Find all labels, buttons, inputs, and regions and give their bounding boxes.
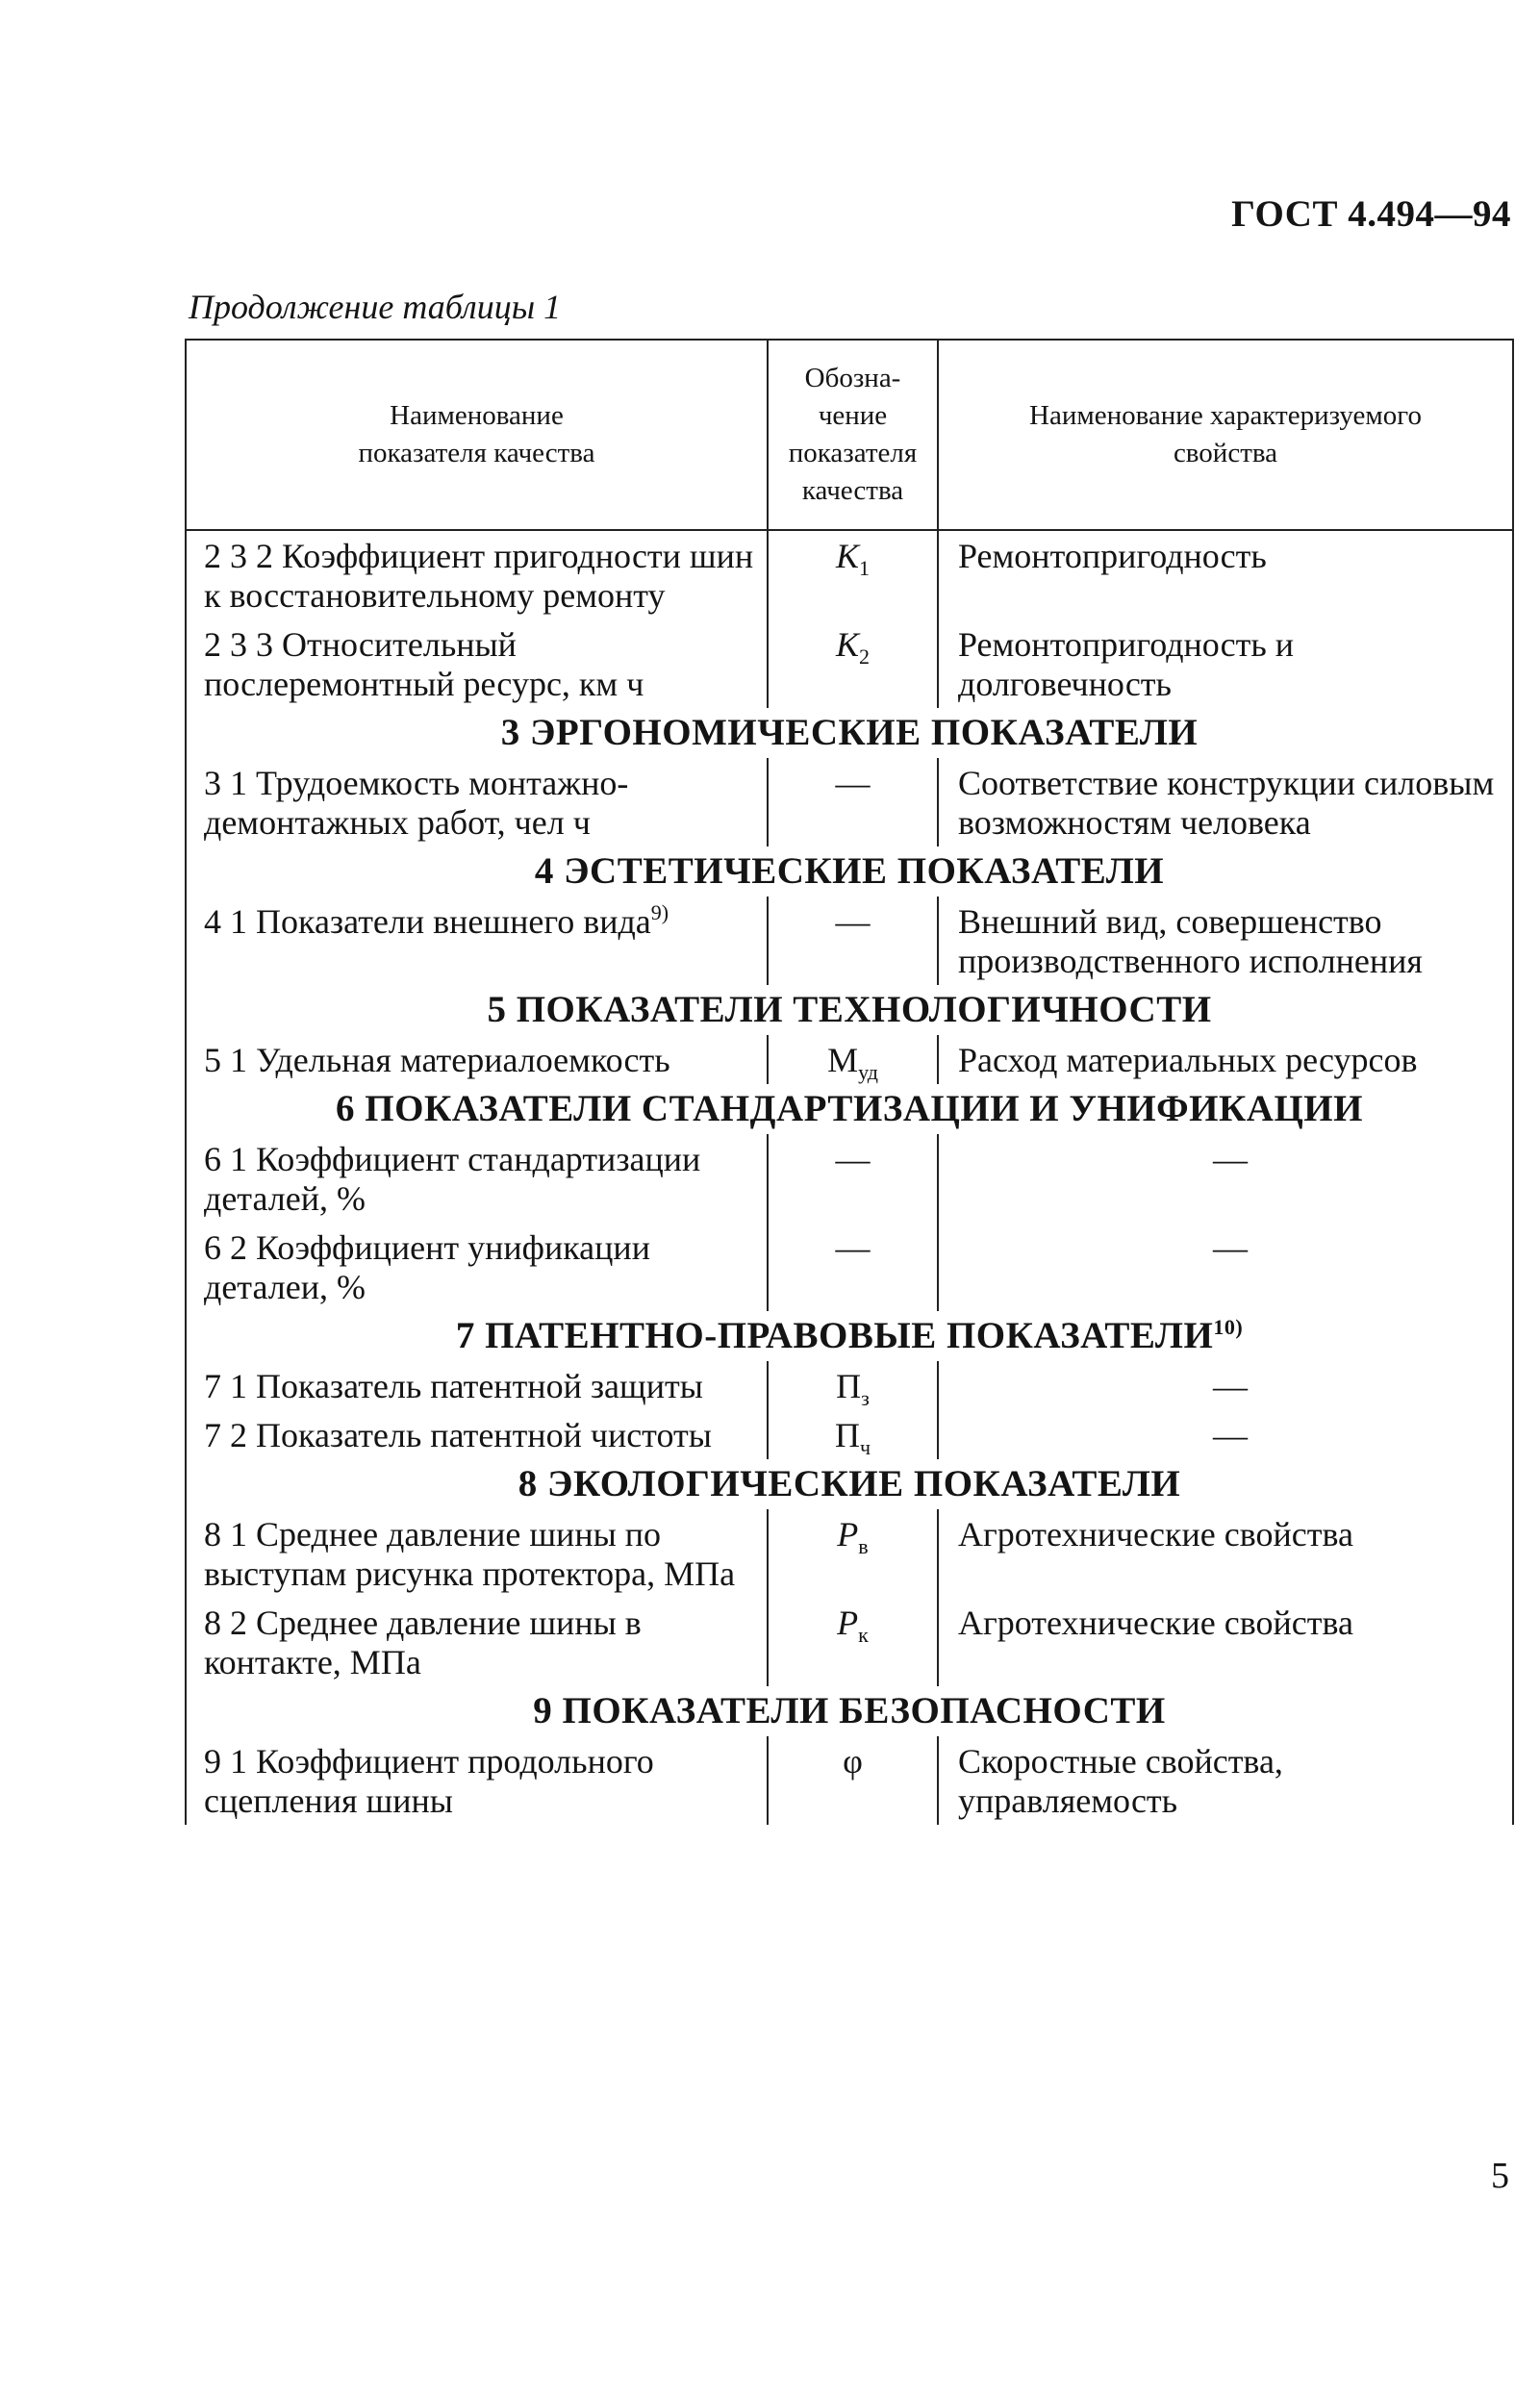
section-heading-row (186, 708, 1513, 758)
indicator-symbol: — (835, 902, 871, 941)
indicator-symbol: K (835, 625, 859, 664)
section-heading (186, 708, 1513, 758)
header-line: Обозна- (804, 363, 901, 393)
property-name: Скоростные свойства, управляемость (958, 1742, 1283, 1820)
property-name: Внешний вид, совершенство производственного исполнения (958, 902, 1423, 980)
quality-indicators-table (185, 339, 1514, 1825)
indicator-name: 2 3 3 Относительный послеремонтный ресурс, км ч (204, 625, 644, 703)
header-line: Наименование (390, 400, 564, 431)
header-line: чение (818, 400, 888, 431)
indicator-name: 8 1 Среднее давление шины по выступам рисунка протектора, МПа (204, 1515, 736, 1593)
indicator-name: 6 2 Коэффициент унификации деталеи, % (204, 1228, 650, 1306)
property-name-cell (938, 1598, 1513, 1686)
footnote-ref: 9) (650, 900, 669, 924)
property-name: Расход материальных ресурсов (958, 1041, 1418, 1079)
section-heading-row (186, 985, 1513, 1035)
indicator-symbol-cell (768, 530, 938, 619)
indicator-symbol: P (837, 1604, 859, 1642)
property-name: Агротехнические свойства (958, 1604, 1353, 1642)
indicator-name: 9 1 Коэффициент продольного сцепления шины (204, 1742, 654, 1820)
property-name-cell (938, 758, 1513, 846)
indicator-name: 2 3 2 Коэффициент пригодности шин к восстановительному ремонту (204, 537, 754, 615)
indicator-name-cell (186, 1134, 768, 1223)
header-indicator-name (186, 340, 768, 530)
indicator-symbol-cell (768, 1598, 938, 1686)
property-name: Ремонтопригодность (958, 537, 1267, 575)
indicator-name: 4 1 Показатели внешнего вида (204, 902, 651, 941)
table-header-row (186, 340, 1513, 530)
indicator-symbol: — (835, 1140, 871, 1178)
table-row (186, 758, 1513, 846)
section-title: 7 ПАТЕНТНО-ПРАВОВЫЕ ПОКАЗАТЕЛИ (455, 1315, 1214, 1356)
property-name-cell (938, 897, 1513, 985)
indicator-symbol-cell (768, 1410, 938, 1459)
property-name-cell (938, 1223, 1513, 1311)
footnote-ref: 10) (1213, 1315, 1244, 1339)
section-title: 5 ПОКАЗАТЕЛИ ТЕХНОЛОГИЧНОСТИ (487, 989, 1212, 1030)
property-name: Агротехнические свойства (958, 1515, 1353, 1554)
section-heading (186, 1311, 1513, 1361)
indicator-symbol-subscript: к (858, 1623, 869, 1647)
indicator-name-cell (186, 1035, 768, 1084)
indicator-symbol: φ (843, 1742, 863, 1781)
property-name: Соответствие конструкции силовым возможностям человека (958, 764, 1495, 842)
property-name-cell (938, 530, 1513, 619)
indicator-symbol-subscript: з (861, 1386, 870, 1410)
indicator-name: 7 1 Показатель патентной защиты (204, 1367, 703, 1405)
section-heading-row (186, 1686, 1513, 1736)
indicator-name: 6 1 Коэффициент стандартизации деталей, % (204, 1140, 701, 1218)
property-name: Ремонтопригодность и долговечность (958, 625, 1295, 703)
table-caption: Продолжение таблицы 1 (189, 288, 562, 326)
header-line: свойства (1173, 438, 1278, 468)
section-heading-row (186, 846, 1513, 897)
table-row (186, 1598, 1513, 1686)
header-line: показателя (788, 438, 918, 468)
indicator-name-cell (186, 758, 768, 846)
section-heading-row (186, 1084, 1513, 1134)
section-heading (186, 846, 1513, 897)
indicator-symbol-cell (768, 1134, 938, 1223)
indicator-symbol-cell (768, 1509, 938, 1598)
indicator-name: 3 1 Трудоемкость монтажно-демонтажных работ, чел ч (204, 764, 629, 842)
indicator-symbol-subscript: 2 (859, 644, 870, 669)
indicator-symbol-cell (768, 1736, 938, 1825)
table-row (186, 1035, 1513, 1084)
property-name: — (1213, 1367, 1248, 1405)
indicator-symbol: K (835, 537, 859, 575)
indicator-symbol: П (834, 1416, 860, 1454)
indicator-symbol-cell (768, 897, 938, 985)
indicator-name-cell (186, 1598, 768, 1686)
table-row (186, 530, 1513, 619)
indicator-name-cell (186, 1223, 768, 1311)
table-row (186, 1509, 1513, 1598)
indicator-name-cell (186, 619, 768, 708)
page-number: 5 (1491, 2156, 1509, 2196)
header-line: качества (801, 475, 904, 506)
table-row (186, 1134, 1513, 1223)
indicator-name-cell (186, 1736, 768, 1825)
property-name-cell (938, 1736, 1513, 1825)
table-container (185, 339, 1512, 1825)
property-name-cell (938, 1410, 1513, 1459)
property-name-cell (938, 1035, 1513, 1084)
indicator-symbol: М (827, 1041, 859, 1079)
section-heading (186, 1084, 1513, 1134)
property-name: — (1213, 1416, 1248, 1454)
indicator-symbol-subscript: 1 (859, 556, 870, 580)
table-row (186, 1223, 1513, 1311)
indicator-symbol: — (835, 764, 871, 802)
indicator-symbol-cell (768, 1035, 938, 1084)
header-line: Наименование характеризуемого (1029, 400, 1422, 431)
section-heading-row (186, 1459, 1513, 1509)
section-heading (186, 985, 1513, 1035)
indicator-symbol-cell (768, 1361, 938, 1410)
section-title: 3 ЭРГОНОМИЧЕСКИЕ ПОКАЗАТЕЛИ (500, 712, 1199, 753)
indicator-symbol: P (837, 1515, 859, 1554)
document-code: ГОСТ 4.494—94 (1231, 193, 1511, 235)
header-line: показателя качества (358, 438, 595, 468)
table-row (186, 1736, 1513, 1825)
indicator-name-cell (186, 1361, 768, 1410)
indicator-symbol-subscript: в (858, 1534, 869, 1558)
section-title: 8 ЭКОЛОГИЧЕСКИЕ ПОКАЗАТЕЛИ (518, 1463, 1181, 1504)
indicator-symbol-cell (768, 1223, 938, 1311)
table-row (186, 1410, 1513, 1459)
section-heading-row (186, 1311, 1513, 1361)
section-title: 4 ЭСТЕТИЧЕСКИЕ ПОКАЗАТЕЛИ (534, 850, 1165, 892)
indicator-symbol-cell (768, 619, 938, 708)
header-indicator-symbol (768, 340, 938, 530)
section-title: 6 ПОКАЗАТЕЛИ СТАНДАРТИЗАЦИИ И УНИФИКАЦИИ (336, 1088, 1363, 1129)
indicator-symbol-subscript: уд (858, 1060, 878, 1084)
indicator-name-cell (186, 897, 768, 985)
property-name-cell (938, 1134, 1513, 1223)
property-name: — (1213, 1140, 1248, 1178)
indicator-symbol: — (835, 1228, 871, 1267)
table-row (186, 1361, 1513, 1410)
indicator-symbol-cell (768, 758, 938, 846)
indicator-name: 8 2 Среднее давление шины в контакте, МПа (204, 1604, 642, 1681)
indicator-symbol: П (836, 1367, 862, 1405)
section-heading (186, 1459, 1513, 1509)
property-name-cell (938, 619, 1513, 708)
property-name-cell (938, 1361, 1513, 1410)
indicator-name: 7 2 Показатель патентной чистоты (204, 1416, 712, 1454)
indicator-name-cell (186, 1509, 768, 1598)
table-body (186, 530, 1513, 1825)
property-name-cell (938, 1509, 1513, 1598)
property-name: — (1213, 1228, 1248, 1267)
indicator-symbol-subscript: ч (859, 1435, 871, 1459)
section-title: 9 ПОКАЗАТЕЛИ БЕЗОПАСНОСТИ (533, 1690, 1166, 1731)
indicator-name: 5 1 Удельная материалоемкость (204, 1041, 670, 1079)
table-row (186, 619, 1513, 708)
table-row (186, 897, 1513, 985)
indicator-name-cell (186, 1410, 768, 1459)
header-property-name (938, 340, 1513, 530)
section-heading (186, 1686, 1513, 1736)
indicator-name-cell (186, 530, 768, 619)
